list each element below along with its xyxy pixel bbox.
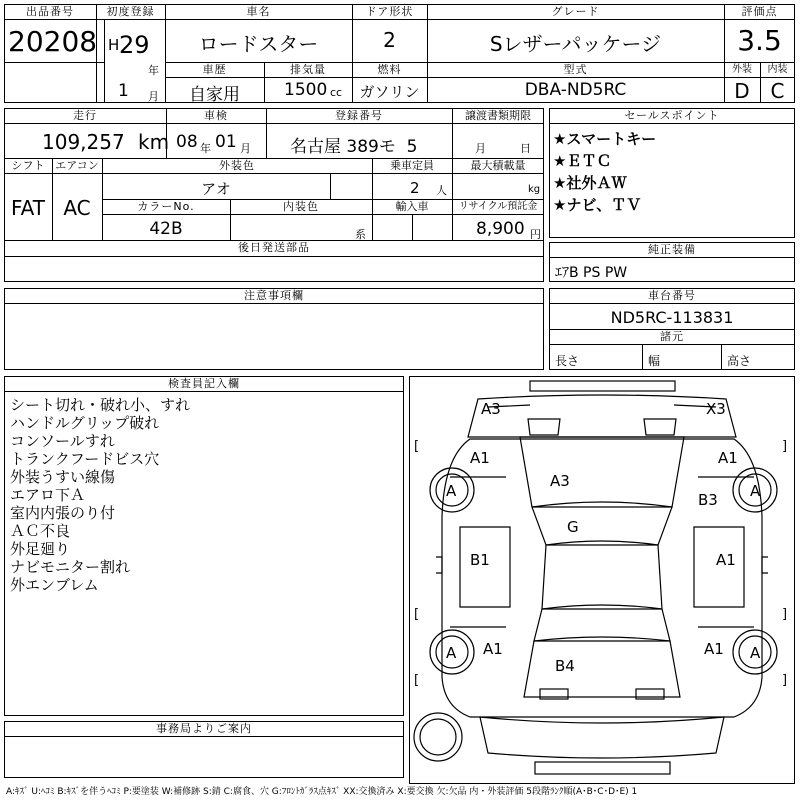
damage-mark: A (750, 482, 761, 500)
int-score-value: C (770, 79, 785, 103)
inspection-label: 車検 (204, 109, 228, 122)
car-name-label: 車名 (246, 5, 271, 18)
ext-color-label: 外装色 (219, 159, 255, 172)
plate-value: 名古屋 389モ 5 (290, 137, 418, 157)
mileage-label: 走行 (73, 109, 97, 122)
spec-length-label: 長さ (555, 354, 580, 368)
damage-mark: A1 (470, 449, 490, 467)
office-label: 事務局よりご案内 (156, 722, 252, 735)
recycle-label: リサイクル預託金 (458, 201, 538, 212)
ext-color-value: アオ (201, 180, 231, 198)
damage-mark: A1 (716, 551, 736, 569)
genuine-value: ｴｱB PS PW (555, 265, 628, 281)
car-name: ロードスター (198, 32, 319, 56)
recycle-value: 8,900 (476, 219, 525, 239)
first-reg-month: 1 (118, 81, 129, 101)
bracket-mark: ] (782, 439, 788, 454)
damage-mark: A (750, 644, 761, 662)
car-outline (410, 377, 794, 783)
selling-point: ★ＥＴＣ (553, 152, 612, 170)
legend-text: A:ｷｽﾞ U:ﾍｺﾐ B:ｷｽﾞを伴うﾍｺﾐ P:要塗装 W:補修跡 S:錆 C:腐食、穴 G:ﾌﾛﾝﾄｶﾞﾗｽ点ｷｽﾞ XX:交換済み X:要交換 欠:欠品 内・外装評価 5段階ﾗﾝｸ順(A･B･C･D･E) 1 (6, 787, 638, 797)
inspector-note: 室内内張のり付 (10, 504, 116, 522)
first-reg-label: 初度登録 (106, 5, 155, 18)
door-label: ドア形状 (365, 5, 414, 18)
aircon-label: エアコン (55, 159, 99, 172)
shift-value: FAT (10, 196, 45, 220)
transfer-label: 譲渡書類期限 (465, 109, 531, 122)
history-label: 車歴 (202, 63, 227, 76)
transfer-month-unit: 月 (475, 142, 486, 155)
recycle-unit: 円 (530, 228, 541, 241)
first-reg-year-unit: 年 (148, 64, 159, 77)
later-parts-label: 後日発送部品 (238, 241, 310, 254)
max-load-unit: kg (528, 184, 541, 195)
selling-point: ★スマートキー (553, 130, 657, 148)
damage-mark: A1 (718, 449, 738, 467)
displacement-unit: cc (330, 86, 343, 99)
aircon-value: AC (63, 196, 91, 220)
chassis-label: 車台番号 (648, 289, 696, 302)
inspector-note: シート切れ・破れ小、すれ (10, 396, 191, 414)
damage-mark: X3 (706, 400, 726, 418)
damage-mark: B1 (470, 551, 490, 569)
fuel-value: ガソリン (359, 83, 420, 101)
lot-number: 20208 (8, 25, 98, 58)
damage-mark: A3 (550, 472, 570, 490)
first-reg-month-unit: 月 (148, 90, 159, 103)
selling-points-list (553, 128, 656, 216)
inspector-note: トランクフードビス穴 (10, 450, 160, 468)
damage-mark: A (446, 644, 457, 662)
bracket-mark: [ (414, 607, 420, 622)
inspector-note: 外エンブレム (10, 576, 99, 594)
ext-score-label: 外装 (732, 64, 752, 75)
history-value: 自家用 (189, 85, 240, 105)
max-load-label: 最大積載量 (470, 159, 526, 172)
inspector-note: ハンドルグリップ破れ (10, 414, 160, 432)
grade-value: Sレザーパッケージ (489, 32, 662, 56)
score-label: 評価点 (741, 5, 778, 18)
spec-width-label: 幅 (648, 354, 661, 368)
genuine-label: 純正装備 (648, 243, 696, 256)
mileage-unit: km (138, 130, 170, 154)
model-label: 型式 (563, 63, 588, 76)
inspector-note: 外足廻り (10, 540, 71, 558)
inspection-month: 01 (215, 132, 237, 152)
int-score-label: 内装 (767, 64, 788, 75)
spec-height-label: 高さ (727, 354, 752, 368)
specs-label: 諸元 (660, 330, 684, 343)
plate-label: 登録番号 (335, 109, 383, 122)
inspector-note: エアロ下Ａ (10, 486, 86, 504)
transfer-day-unit: 日 (520, 142, 531, 155)
selling-point: ★ナビ、ＴＶ (553, 196, 642, 214)
bracket-mark: [ (414, 673, 420, 688)
door-value: 2 (383, 28, 396, 52)
inspector-note: 外装うすい線傷 (10, 468, 116, 486)
capacity-label: 乗車定員 (390, 159, 434, 172)
int-color-label: 内装色 (283, 200, 319, 213)
fuel-label: 燃料 (377, 63, 402, 76)
damage-diagram (409, 376, 795, 784)
bracket-mark: [ (414, 439, 420, 454)
lot-label: 出品番号 (26, 5, 74, 18)
color-no-label: カラーNo. (137, 200, 195, 213)
inspector-note: ナビモニター割れ (10, 558, 131, 576)
damage-mark: A1 (704, 640, 724, 658)
inspection-year: 08 (176, 132, 198, 152)
bracket-mark: ] (782, 607, 788, 622)
mileage-value: 109,257 (42, 130, 125, 154)
inspector-label: 検査員記入欄 (168, 377, 240, 390)
damage-mark: B3 (698, 491, 718, 509)
displacement-label: 排気量 (290, 63, 326, 76)
grade-label: グレード (551, 5, 600, 18)
capacity-unit: 人 (436, 184, 447, 197)
color-no-value: 42B (149, 219, 183, 239)
capacity-value: 2 (410, 179, 420, 197)
ext-score-value: D (734, 79, 750, 103)
damage-mark: A1 (483, 640, 503, 658)
import-label: 輸入車 (395, 200, 429, 213)
damage-mark: A3 (481, 400, 501, 418)
first-reg-year: 29 (119, 31, 150, 59)
notes-label: 注意事項欄 (244, 289, 304, 302)
damage-mark: G (567, 518, 579, 536)
shift-label: シフト (11, 159, 45, 172)
first-reg-era: H (108, 36, 120, 54)
score-value: 3.5 (737, 24, 782, 57)
int-color-unit: 系 (355, 228, 366, 241)
inspector-notes (10, 396, 190, 594)
model-value: DBA-ND5RC (524, 80, 627, 100)
damage-mark: A (446, 482, 457, 500)
inspection-year-unit: 年 (200, 142, 211, 155)
inspector-note: コンソールすれ (10, 432, 115, 450)
selling-point: ★社外ＡＷ (553, 174, 627, 192)
chassis-value: ND5RC-113831 (610, 308, 734, 327)
displacement-value: 1500 (284, 80, 328, 100)
bracket-mark: ] (782, 673, 788, 688)
inspection-month-unit: 月 (240, 142, 251, 155)
selling-points-label: セールスポイント (624, 109, 720, 122)
inspector-note: ＡＣ不良 (10, 522, 71, 540)
damage-mark: B4 (555, 657, 575, 675)
